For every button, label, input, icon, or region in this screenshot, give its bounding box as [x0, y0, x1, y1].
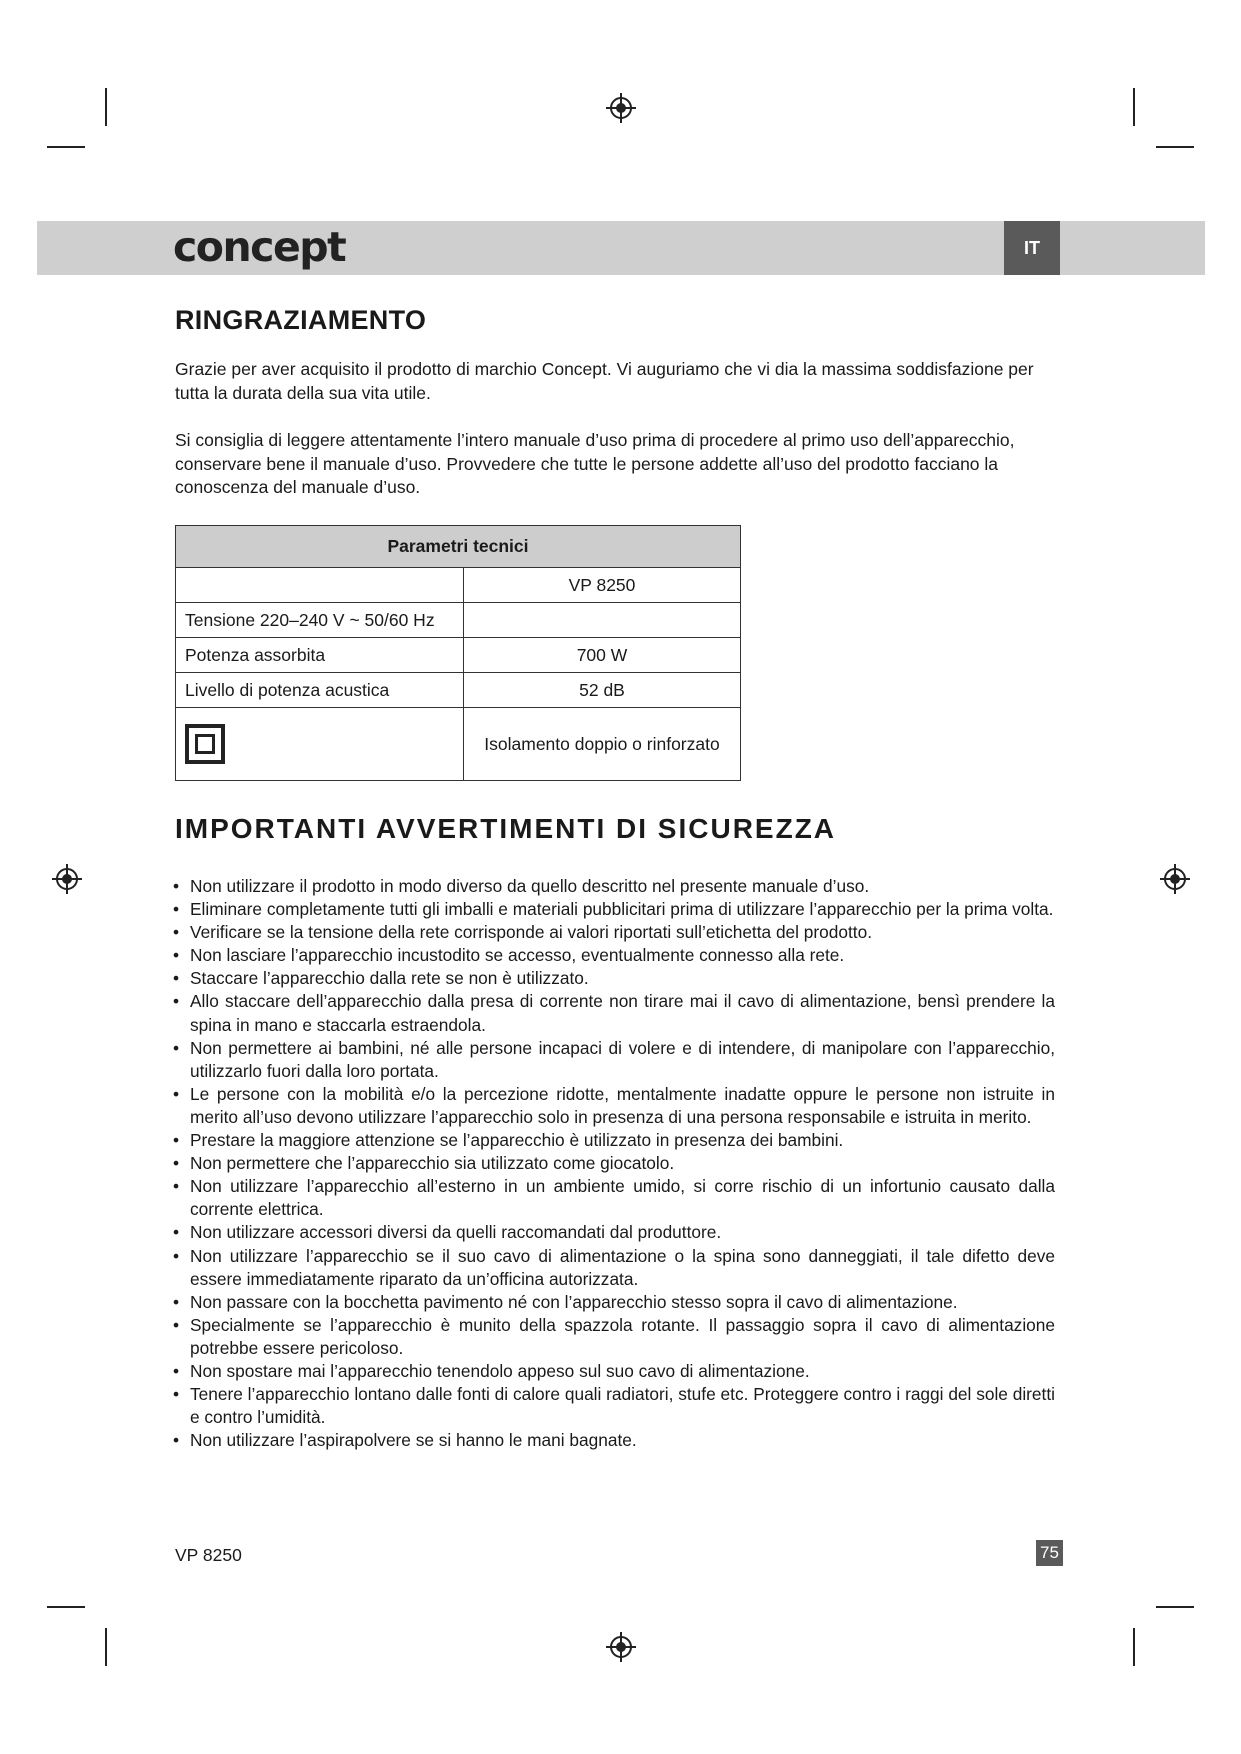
crop-mark	[105, 1628, 107, 1666]
footer-model: VP 8250	[175, 1545, 242, 1565]
intro-paragraph: Grazie per aver acquisito il prodotto di marchio Concept. Vi auguriamo che vi dia la massima soddisfazione per tutta la durata della sua vita utile.	[175, 359, 1034, 403]
spec-label	[176, 568, 464, 603]
spec-value: 700 W	[464, 638, 741, 673]
list-item: • Tenere l’apparecchio lontano dalle fonti di calore quali radiatori, stufe etc. Proteggere contro i raggi del sole diretti e contro l’umidità.	[173, 1383, 1055, 1429]
spec-table-row	[176, 638, 741, 673]
section-title-safety: IMPORTANTI AVVERTIMENTI DI SICUREZZA	[175, 813, 837, 844]
spec-table-header-row	[176, 526, 741, 568]
crop-mark	[1156, 1606, 1194, 1608]
list-item: • Eliminare completamente tutti gli imballi e materiali pubblicitari prima di utilizzare l’apparecchio per la prima volta.	[173, 898, 1055, 921]
registration-mark-icon	[606, 1632, 636, 1662]
spec-value: 52 dB	[464, 673, 741, 708]
spec-label: Tensione 220–240 V ~ 50/60 Hz	[176, 603, 464, 638]
spec-table-row	[176, 603, 741, 638]
crop-mark	[1133, 1628, 1135, 1666]
safety-list	[173, 875, 1055, 1452]
list-item: • Non utilizzare il prodotto in modo diverso da quello descritto nel presente manuale d’uso.	[173, 875, 1055, 898]
list-item: • Le persone con la mobilità e/o la percezione ridotte, mentalmente inadatte oppure le persone non istruite in merito all’uso devono utilizzare l’apparecchio solo in presenza di una persona responsabile e istruita in merito.	[173, 1083, 1055, 1129]
intro-paragraph: Si consiglia di leggere attentamente l’intero manuale d’uso prima di procedere al primo uso dell’apparecchio, conservare bene il manuale d’uso. Provvedere che tutte le persone addette all’uso del prodotto facciano la conoscenza del manuale d’uso.	[175, 430, 1015, 497]
list-item: • Non utilizzare l’apparecchio se il suo cavo di alimentazione o la spina sono danneggiati, il tale difetto deve essere immediatamente riparato da un’officina autorizzata.	[173, 1245, 1055, 1291]
spec-label: Livello di potenza acustica	[176, 673, 464, 708]
list-item: • Allo staccare dell’apparecchio dalla presa di corrente non tirare mai il cavo di alimentazione, bensì prendere la spina in mano e staccarla estraendola.	[173, 990, 1055, 1036]
spec-table-row	[176, 708, 741, 781]
crop-mark	[105, 88, 107, 126]
spec-table-row	[176, 568, 741, 603]
list-item: • Staccare l’apparecchio dalla rete se non è utilizzato.	[173, 967, 1055, 990]
list-item: • Specialmente se l’apparecchio è munito della spazzola rotante. Il passaggio sopra il cavo di alimentazione potrebbe essere pericoloso.	[173, 1314, 1055, 1360]
crop-mark	[47, 1606, 85, 1608]
list-item: • Non permettere che l’apparecchio sia utilizzato come giocatolo.	[173, 1152, 1055, 1175]
list-item: • Non utilizzare accessori diversi da quelli raccomandati dal produttore.	[173, 1221, 1055, 1244]
section-title-thanks: RINGRAZIAMENTO	[175, 305, 427, 335]
registration-mark-icon	[606, 93, 636, 123]
list-item: • Non permettere ai bambini, né alle persone incapaci di volere e di intendere, di manipolare con l’apparecchio, utilizzarlo fuori dalla loro portata.	[173, 1037, 1055, 1083]
double-insulation-icon	[185, 724, 225, 764]
spec-value: Isolamento doppio o rinforzato	[464, 708, 741, 781]
list-item: • Non lasciare l’apparecchio incustodito se accesso, eventualmente connesso alla rete.	[173, 944, 1055, 967]
crop-mark	[1133, 88, 1135, 126]
list-item: • Non utilizzare l’aspirapolvere se si hanno le mani bagnate.	[173, 1429, 1055, 1452]
crop-mark	[1156, 146, 1194, 148]
list-item: • Verificare se la tensione della rete corrisponde ai valori riportati sull’etichetta del prodotto.	[173, 921, 1055, 944]
spec-symbol-cell	[176, 708, 464, 781]
list-item: • Non utilizzare l’apparecchio all’esterno in un ambiente umido, si corre rischio di un infortunio causato dalla corrente elettrica.	[173, 1175, 1055, 1221]
registration-mark-icon	[1160, 864, 1190, 894]
language-badge: IT	[1004, 221, 1060, 275]
spec-label: Potenza assorbita	[176, 638, 464, 673]
spec-table	[175, 525, 741, 781]
brand-logo: concept	[173, 223, 346, 271]
crop-mark	[47, 146, 85, 148]
spec-value	[464, 603, 741, 638]
spec-model: VP 8250	[464, 568, 741, 603]
registration-mark-icon	[52, 864, 82, 894]
list-item: • Prestare la maggiore attenzione se l’apparecchio è utilizzato in presenza dei bambini.	[173, 1129, 1055, 1152]
spec-table-row	[176, 673, 741, 708]
list-item: • Non spostare mai l’apparecchio tenendolo appeso sul suo cavo di alimentazione.	[173, 1360, 1055, 1383]
list-item: • Non passare con la bocchetta pavimento né con l’apparecchio stesso sopra il cavo di alimentazione.	[173, 1291, 1055, 1314]
page-number: 75	[1036, 1540, 1063, 1566]
spec-table-header: Parametri tecnici	[176, 526, 741, 568]
